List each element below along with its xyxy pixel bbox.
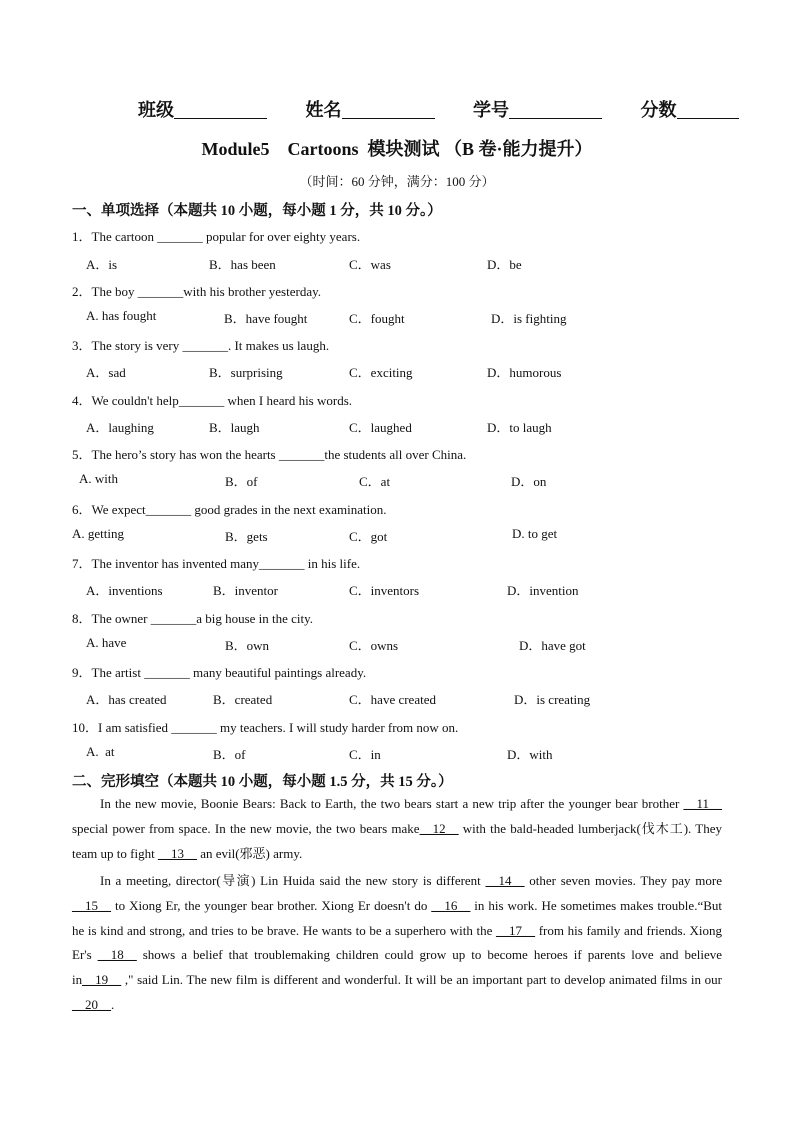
question-stem: 4．We couldn't help_______ when I heard his words. (72, 393, 353, 408)
cloze-blank-20: __20__ (72, 996, 111, 1012)
option-c: C．in (349, 747, 381, 762)
option-b: B．of (213, 747, 246, 762)
option-d: D. to get (512, 526, 558, 541)
question-stem: 5．The hero’s story has won the hearts _______the students all over China. (72, 447, 467, 462)
page-title: Module5 Cartoons 模块测试 （B 卷·能力提升） (201, 139, 593, 159)
class-blank (174, 100, 267, 119)
option-b: B．laugh (209, 420, 260, 435)
cloze-paragraph-2: In a meeting, director(导演) Lin Huida said the new story is different __14__ other seven movies. They pay more __15__ to Xiong Er, the younger bear brother. Xiong Er doesn't do __16__ in his work. He sometimes makes trouble.“But he is kind and strong, and tries to be brave. He wants to be a superhero with the __17__ from his family and friends. Xiong Er's __18__ shows a belief that troublemaking children could grow up to become heroes if parents love and believe in__19__ ," said Lin. The new film is different and wonderful. It will be an important part to develop animated films in our __20__. (72, 873, 723, 1012)
option-b: B．of (225, 474, 258, 489)
cloze-blank-19: __19__ (82, 972, 122, 988)
option-row (72, 635, 732, 651)
option-a: A．laughing (86, 420, 154, 435)
score-blank (677, 100, 739, 119)
option-c: C．owns (349, 638, 399, 653)
question-stem: 7．The inventor has invented many_______ in his life. (72, 556, 361, 571)
option-a: A. at (86, 744, 115, 759)
option-a: A．is (86, 257, 118, 272)
option-d: D．humorous (487, 365, 562, 380)
student-info-header (138, 96, 739, 122)
option-row (72, 417, 732, 433)
cloze-blank-17: __17__ (496, 922, 536, 938)
option-c: C．laughed (349, 420, 412, 435)
option-c: C．was (349, 257, 391, 272)
option-d: D．have got (519, 638, 586, 653)
option-a: A．has created (86, 692, 167, 707)
option-d: D．invention (507, 583, 579, 598)
option-c: C．exciting (349, 365, 413, 380)
option-b: B．has been (209, 257, 276, 272)
option-row (72, 471, 732, 487)
option-d: D．on (511, 474, 547, 489)
cloze-blank-11: __11__ (683, 796, 722, 811)
cloze-blank-16: __16__ (431, 897, 471, 913)
question-stem: 9．The artist _______ many beautiful paintings already. (72, 665, 367, 680)
page-subtitle: （时间：60 分钟，满分：100 分） (299, 174, 495, 189)
option-c: C．got (349, 529, 388, 544)
option-c: C．inventors (349, 583, 420, 598)
name-blank (342, 100, 435, 119)
cloze-blank-14: __14__ (485, 873, 525, 888)
option-b: B．surprising (209, 365, 283, 380)
number-blank (509, 100, 602, 119)
option-a: A. getting (72, 526, 124, 541)
question-stem: 10．I am satisfied _______ my teachers. I will study harder from now on. (72, 720, 459, 735)
option-row (72, 308, 732, 324)
option-b: B．own (225, 638, 270, 653)
option-d: D．with (507, 747, 553, 762)
option-b: B．gets (225, 529, 268, 544)
question-stem: 3．The story is very _______. It makes us laugh. (72, 338, 330, 353)
option-row (72, 526, 732, 542)
cloze-blank-12: __12__ (419, 820, 459, 836)
question-stem: 6．We expect_______ good grades in the next examination. (72, 502, 387, 517)
question-stem: 8．The owner _______a big house in the city. (72, 611, 314, 626)
option-c: C．have created (349, 692, 436, 707)
cloze-blank-18: __18__ (97, 947, 137, 963)
score-field: 分数 (641, 96, 739, 122)
option-d: D．be (487, 257, 522, 272)
cloze-blank-15: __15__ (72, 897, 111, 913)
cloze-blank-13: __13__ (157, 845, 197, 861)
cloze-paragraph-1: In the new movie, Boonie Bears: Back to Earth, the two bears start a new trip after the younger bear brother __11__ special power from space. In the new movie, the two bears make__12__ with the bald-headed lumberjack(伐木工). They team up to fight __13__ an evil(邪恶) army. (72, 796, 722, 861)
option-c: C．fought (349, 311, 405, 326)
option-a: A. have (86, 635, 127, 650)
option-a: A. with (79, 471, 118, 486)
option-row (72, 362, 732, 378)
section-1-heading: 一、单项选择（本题共 10 小题，每小题 1 分，共 10 分。） (72, 203, 442, 219)
option-row (72, 580, 732, 596)
option-d: D．is fighting (491, 311, 567, 326)
option-c: C．at (359, 474, 391, 489)
option-row (72, 689, 732, 705)
option-b: B．created (213, 692, 273, 707)
class-field: 班级 (138, 96, 267, 122)
option-b: B．have fought (224, 311, 308, 326)
name-field: 姓名 (306, 96, 435, 122)
question-stem: 2．The boy _______with his brother yesterday. (72, 284, 321, 299)
option-row (72, 254, 732, 270)
section-2-heading: 二、完形填空（本题共 10 小题，每小题 1.5 分，共 15 分。） (72, 774, 453, 790)
option-row (72, 744, 732, 760)
question-stem: 1．The cartoon _______ popular for over eighty years. (72, 229, 361, 244)
option-a: A. has fought (86, 308, 157, 323)
option-a: A．sad (86, 365, 126, 380)
option-a: A．inventions (86, 583, 163, 598)
option-d: D．is creating (514, 692, 591, 707)
option-b: B．inventor (213, 583, 278, 598)
option-d: D．to laugh (487, 420, 552, 435)
student-number-field: 学号 (473, 96, 602, 122)
